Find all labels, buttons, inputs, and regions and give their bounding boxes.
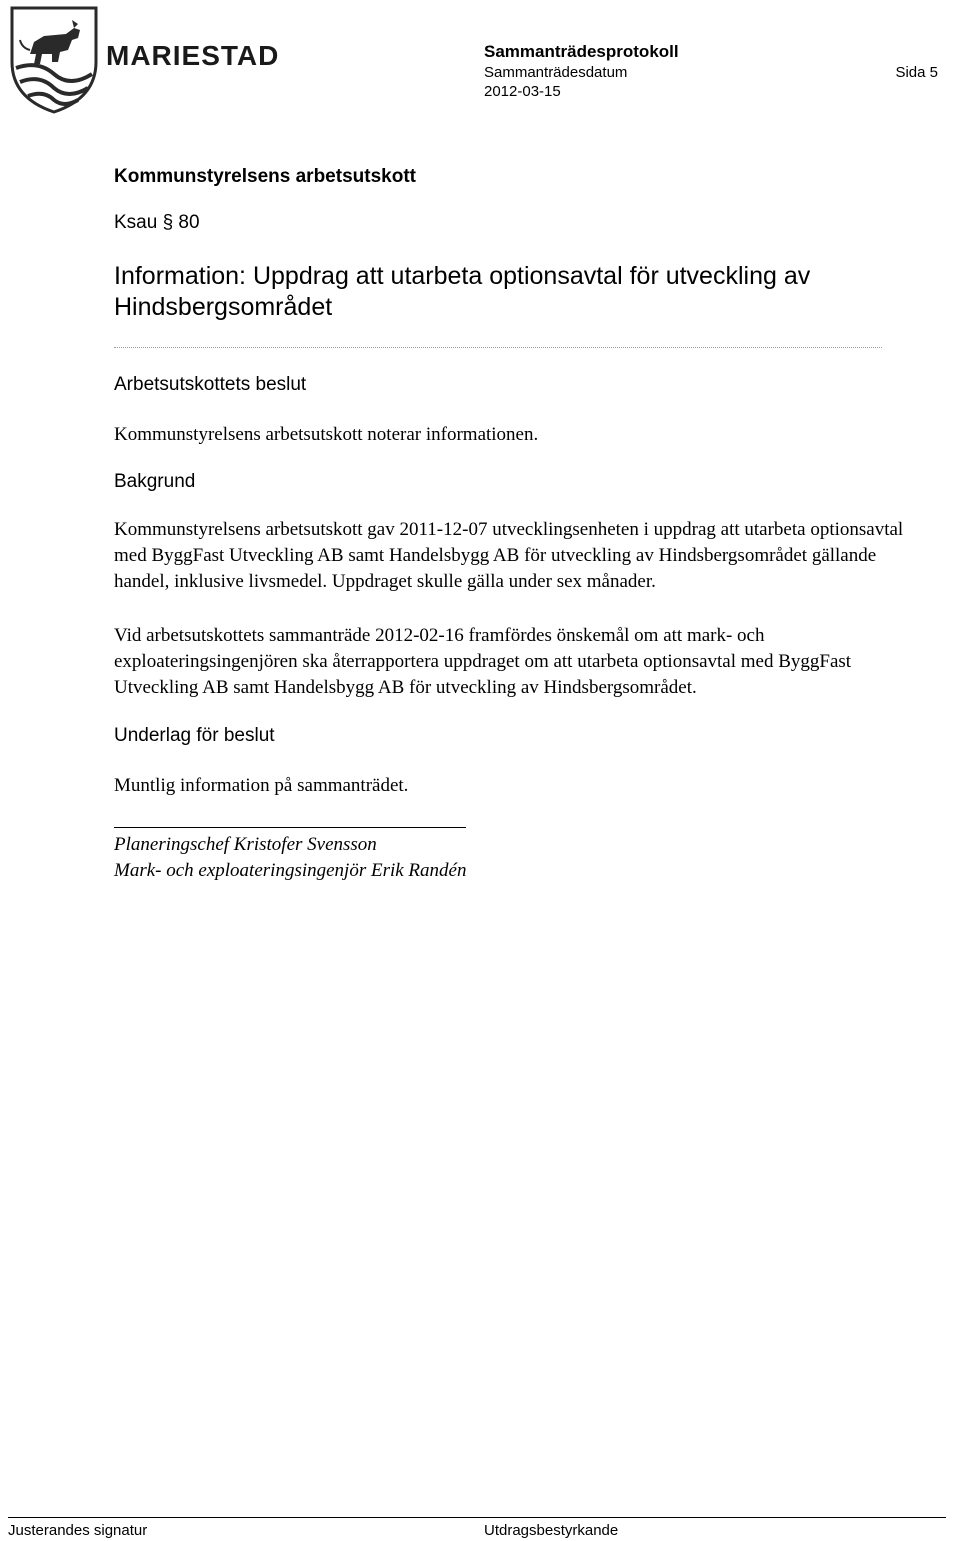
signature-exploateringsingenjor: Mark- och exploateringsingenjör Erik Randén: [114, 860, 467, 881]
page-number: Sida 5: [895, 64, 938, 81]
document-type: Sammanträdesprotokoll: [484, 42, 679, 61]
background-paragraph: Vid arbetsutskottets sammanträde 2012-02-16 framfördes önskemål om att mark- och exploateringsingenjören ska återrapportera uppdraget om att utarbeta optionsavtal med ByggFast Utveckling AB samt Handelsbygg AB för utveckling av Hindsbergsområdet.: [114, 625, 852, 698]
meeting-date: 2012-03-15: [484, 83, 561, 100]
page-title: Information: Uppdrag att utarbeta optionsavtal för utveckling av Hindsbergsområdet: [114, 262, 811, 321]
footer-divider: [8, 1517, 946, 1518]
decision-text: Kommunstyrelsens arbetsutskott noterar informationen.: [114, 424, 539, 445]
footer-utdragsbestyrkande: Utdragsbestyrkande: [484, 1522, 619, 1539]
divider: [114, 347, 882, 348]
mariestad-crest-icon: [8, 4, 100, 116]
basis-text: Muntlig information på sammanträdet.: [114, 775, 409, 796]
background-paragraph: Kommunstyrelsens arbetsutskott gav 2011-12-07 utvecklingsenheten i uppdrag att utarbeta optionsavtal med ByggFast Utveckling AB samt Handelsbygg AB för utveckling av Hindsbergsområdet gällande handel, inklusive livsmedel. Uppdraget skulle gälla under sex månader.: [114, 519, 904, 592]
section-heading-underlag: Underlag för beslut: [114, 725, 275, 746]
section-heading-beslut: Arbetsutskottets beslut: [114, 374, 307, 395]
section-heading-bakgrund: Bakgrund: [114, 471, 196, 492]
logo-wordmark: MARIESTAD: [106, 40, 280, 71]
item-number: Ksau § 80: [114, 212, 200, 233]
committee-name: Kommunstyrelsens arbetsutskott: [114, 166, 416, 187]
signature-line: [114, 827, 466, 828]
meeting-date-label: Sammanträdesdatum: [484, 64, 628, 81]
signature-planeringschef: Planeringschef Kristofer Svensson: [114, 834, 377, 855]
footer-justerandes-signatur: Justerandes signatur: [8, 1522, 148, 1539]
